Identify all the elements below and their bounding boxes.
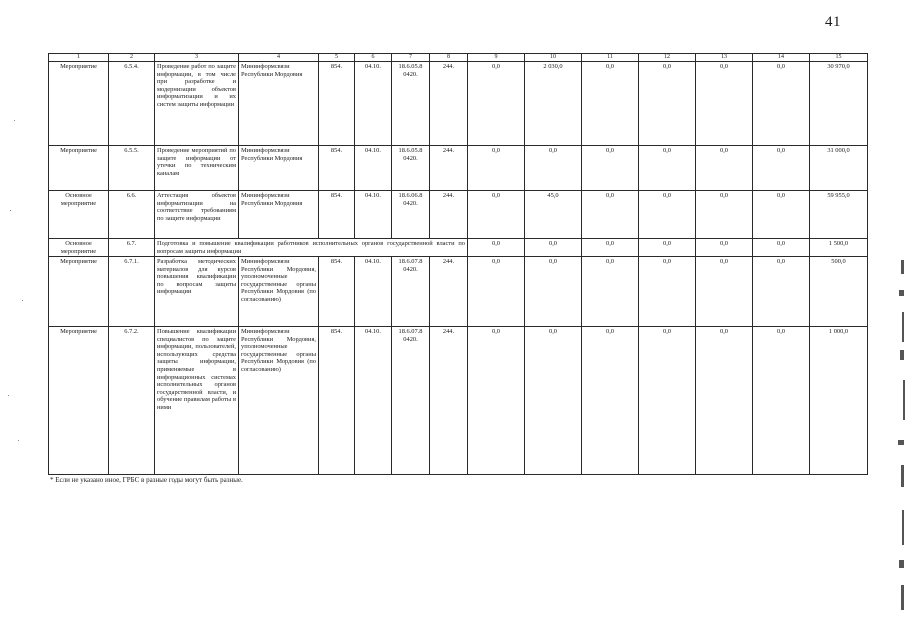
amount-cell: 0,0	[753, 327, 810, 475]
expense-type: 244.	[430, 191, 468, 239]
amount-cell: 0,0	[753, 146, 810, 191]
event-name: Аттестация объектов информатизации на соответствие требованиям по защите информации	[155, 191, 239, 239]
column-number: 11	[582, 54, 639, 62]
event-type: Основное мероприятие	[49, 239, 109, 257]
section-code: 04.10.	[355, 191, 392, 239]
page-number: 41	[825, 14, 841, 30]
event-type: Мероприятие	[49, 146, 109, 191]
event-executor: Мининформсвязи Республики Мордовия	[239, 191, 319, 239]
grbs-code: 854.	[319, 146, 355, 191]
event-name: Проведение работ по защите информации, в том числе при разработке и модернизации объектов информатизации и их систем защиты информации	[155, 62, 239, 146]
target-article: 18.6.07.8 0420.	[392, 327, 430, 475]
column-number: 1	[49, 54, 109, 62]
amount-cell: 0,0	[468, 327, 525, 475]
scan-speck	[18, 440, 19, 441]
table-row	[49, 327, 868, 475]
amount-cell: 0,0	[525, 257, 582, 327]
table-row	[49, 146, 868, 191]
amount-cell: 0,0	[468, 257, 525, 327]
budget-table	[48, 53, 868, 475]
scan-edge-noise	[895, 250, 905, 620]
event-executor: Мининформсвязи Республики Мордовия	[239, 62, 319, 146]
event-code: 6.6.	[109, 191, 155, 239]
event-type: Мероприятие	[49, 257, 109, 327]
scan-speck	[22, 300, 23, 301]
event-name: Разработка методических материалов для курсов повышения квалификации по вопросам защиты информации	[155, 257, 239, 327]
amount-cell: 0,0	[639, 327, 696, 475]
table-row	[49, 239, 868, 257]
amount-cell: 0,0	[468, 146, 525, 191]
expense-type: 244.	[430, 62, 468, 146]
column-number: 8	[430, 54, 468, 62]
column-number: 12	[639, 54, 696, 62]
amount-cell: 0,0	[468, 62, 525, 146]
amount-cell: 0,0	[753, 62, 810, 146]
section-code: 04.10.	[355, 257, 392, 327]
amount-cell: 0,0	[696, 62, 753, 146]
grbs-code: 854.	[319, 191, 355, 239]
amount-cell: 0,0	[753, 239, 810, 257]
event-type: Мероприятие	[49, 62, 109, 146]
table-row	[49, 257, 868, 327]
event-type: Мероприятие	[49, 327, 109, 475]
event-code: 6.5.5.	[109, 146, 155, 191]
column-number: 5	[319, 54, 355, 62]
amount-cell: 0,0	[696, 191, 753, 239]
grbs-code: 854.	[319, 327, 355, 475]
section-code: 04.10.	[355, 62, 392, 146]
event-executor: Мининформсвязи Республики Мордовия, уполномоченные государственные органы Республики Мордовия (по согласованию)	[239, 327, 319, 475]
event-code: 6.5.4.	[109, 62, 155, 146]
scan-speck	[10, 210, 11, 211]
amount-cell: 0,0	[639, 239, 696, 257]
column-number: 2	[109, 54, 155, 62]
table-row	[49, 191, 868, 239]
amount-cell: 0,0	[582, 191, 639, 239]
event-code: 6.7.1.	[109, 257, 155, 327]
amount-cell: 0,0	[525, 327, 582, 475]
column-number: 15	[810, 54, 868, 62]
event-code: 6.7.2.	[109, 327, 155, 475]
amount-cell: 0,0	[639, 257, 696, 327]
section-code: 04.10.	[355, 327, 392, 475]
total-cell: 1 000,0	[810, 327, 868, 475]
column-number: 10	[525, 54, 582, 62]
amount-cell: 0,0	[582, 62, 639, 146]
column-number: 3	[155, 54, 239, 62]
event-name: Повышение квалификации специалистов по защите информации, пользователей, использующих средства защиты информации, применяемые в информационных системах исполнительных органов государственной власти, и обучение правилам работы в ними	[155, 327, 239, 475]
amount-cell: 0,0	[525, 146, 582, 191]
expense-type: 244.	[430, 146, 468, 191]
column-number: 6	[355, 54, 392, 62]
event-type: Основное мероприятие	[49, 191, 109, 239]
column-number: 13	[696, 54, 753, 62]
total-cell: 500,0	[810, 257, 868, 327]
amount-cell: 0,0	[696, 327, 753, 475]
total-cell: 1 500,0	[810, 239, 868, 257]
amount-cell: 0,0	[582, 146, 639, 191]
event-name: Проведение мероприятий по защите информации от утечки по техническим каналам	[155, 146, 239, 191]
total-cell: 31 000,0	[810, 146, 868, 191]
scan-speck	[14, 120, 15, 121]
total-cell: 59 955,0	[810, 191, 868, 239]
column-number: 14	[753, 54, 810, 62]
expense-type: 244.	[430, 257, 468, 327]
column-number: 9	[468, 54, 525, 62]
section-code: 04.10.	[355, 146, 392, 191]
amount-cell: 2 030,0	[525, 62, 582, 146]
amount-cell: 0,0	[696, 257, 753, 327]
amount-cell: 0,0	[696, 239, 753, 257]
target-article: 18.6.06.8 0420.	[392, 191, 430, 239]
amount-cell: 0,0	[468, 191, 525, 239]
amount-cell: 0,0	[582, 239, 639, 257]
footnote: * Если не указано иное, ГРБС в разные годы могут быть разные.	[50, 476, 243, 484]
amount-cell: 0,0	[639, 191, 696, 239]
amount-cell: 0,0	[468, 239, 525, 257]
event-executor: Мининформсвязи Республики Мордовия, уполномоченные государственные органы Республики Мордовия (по согласованию)	[239, 257, 319, 327]
amount-cell: 0,0	[639, 146, 696, 191]
target-article: 18.6.05.8 0420.	[392, 62, 430, 146]
total-cell: 30 970,0	[810, 62, 868, 146]
column-number: 4	[239, 54, 319, 62]
grbs-code: 854.	[319, 257, 355, 327]
amount-cell: 0,0	[525, 239, 582, 257]
amount-cell: 0,0	[582, 327, 639, 475]
amount-cell: 0,0	[582, 257, 639, 327]
table-row	[49, 62, 868, 146]
amount-cell: 0,0	[696, 146, 753, 191]
amount-cell: 0,0	[639, 62, 696, 146]
target-article: 18.6.07.8 0420.	[392, 257, 430, 327]
column-number-row	[49, 54, 868, 62]
event-executor: Мининформсвязи Республики Мордовия	[239, 146, 319, 191]
amount-cell: 0,0	[753, 191, 810, 239]
expense-type: 244.	[430, 327, 468, 475]
column-number: 7	[392, 54, 430, 62]
event-name-span: Подготовка и повышение квалификации работников исполнительных органов государственной власти по вопросам защиты информации	[155, 239, 468, 257]
event-code: 6.7.	[109, 239, 155, 257]
target-article: 18.6.05.8 0420.	[392, 146, 430, 191]
scan-speck	[8, 395, 9, 396]
grbs-code: 854.	[319, 62, 355, 146]
amount-cell: 0,0	[753, 257, 810, 327]
amount-cell: 45,0	[525, 191, 582, 239]
